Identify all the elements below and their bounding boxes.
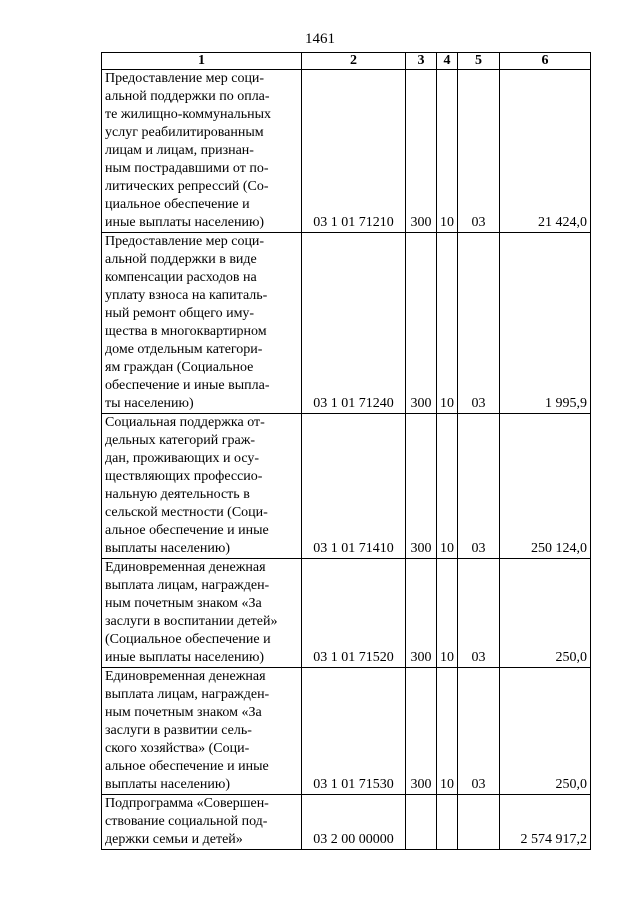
section-code	[437, 795, 458, 850]
subsection-code	[458, 795, 500, 850]
table-row	[102, 414, 591, 559]
expense-name: Подпрограмма «Совершен- ствование социальной под- держки семьи и детей»	[102, 795, 302, 850]
amount: 1 995,9	[500, 233, 591, 414]
expense-type-code: 300	[406, 70, 437, 233]
amount: 250,0	[500, 559, 591, 668]
expense-name: Предоставление мер соци- альной поддержки по опла- те жилищно-коммунальных услуг реабилитированным лицам и лицам, признан- ным пострадавшими от по- литических репрессий (Со- циальное обеспечение и иные выплаты населению)	[102, 70, 302, 233]
expense-type-code: 300	[406, 414, 437, 559]
table-row	[102, 668, 591, 795]
subsection-code: 03	[458, 70, 500, 233]
column-header-2: 2	[302, 53, 406, 70]
target-code: 03 1 01 71530	[302, 668, 406, 795]
subsection-code: 03	[458, 414, 500, 559]
section-code: 10	[437, 668, 458, 795]
amount: 250 124,0	[500, 414, 591, 559]
section-code: 10	[437, 559, 458, 668]
amount: 21 424,0	[500, 70, 591, 233]
expense-type-code: 300	[406, 668, 437, 795]
expense-name: Единовременная денежная выплата лицам, награжден- ным почетным знаком «За заслуги в развитии сель- ского хозяйства» (Соци- альное обеспечение и иные выплаты населению)	[102, 668, 302, 795]
amount: 250,0	[500, 668, 591, 795]
target-code: 03 1 01 71410	[302, 414, 406, 559]
expense-name: Единовременная денежная выплата лицам, награжден- ным почетным знаком «За заслуги в воспитании детей» (Социальное обеспечение и иные выплаты населению)	[102, 559, 302, 668]
subsection-code: 03	[458, 233, 500, 414]
subsection-code: 03	[458, 559, 500, 668]
column-header-5: 5	[458, 53, 500, 70]
section-code: 10	[437, 414, 458, 559]
table-header-row	[102, 53, 591, 70]
column-header-1: 1	[102, 53, 302, 70]
expense-name: Предоставление мер соци- альной поддержки в виде компенсации расходов на уплату взноса на капиталь- ный ремонт общего иму- щества в многоквартирном доме отдельным категори- ям граждан (Социальное обеспечение и иные выпла- ты населению)	[102, 233, 302, 414]
column-header-6: 6	[500, 53, 591, 70]
target-code: 03 2 00 00000	[302, 795, 406, 850]
budget-table	[101, 52, 591, 850]
subsection-code: 03	[458, 668, 500, 795]
table-row	[102, 70, 591, 233]
column-header-4: 4	[437, 53, 458, 70]
expense-type-code: 300	[406, 233, 437, 414]
expense-type-code: 300	[406, 559, 437, 668]
page-number: 1461	[305, 31, 335, 47]
target-code: 03 1 01 71210	[302, 70, 406, 233]
table-row	[102, 795, 591, 850]
target-code: 03 1 01 71240	[302, 233, 406, 414]
table-row	[102, 233, 591, 414]
amount: 2 574 917,2	[500, 795, 591, 850]
expense-type-code	[406, 795, 437, 850]
section-code: 10	[437, 233, 458, 414]
table-row	[102, 559, 591, 668]
expense-name: Социальная поддержка от- дельных категорий граж- дан, проживающих и осу- ществляющих профессио- нальную деятельность в сельской местности (Соци- альное обеспечение и иные выплаты населению)	[102, 414, 302, 559]
target-code: 03 1 01 71520	[302, 559, 406, 668]
column-header-3: 3	[406, 53, 437, 70]
section-code: 10	[437, 70, 458, 233]
